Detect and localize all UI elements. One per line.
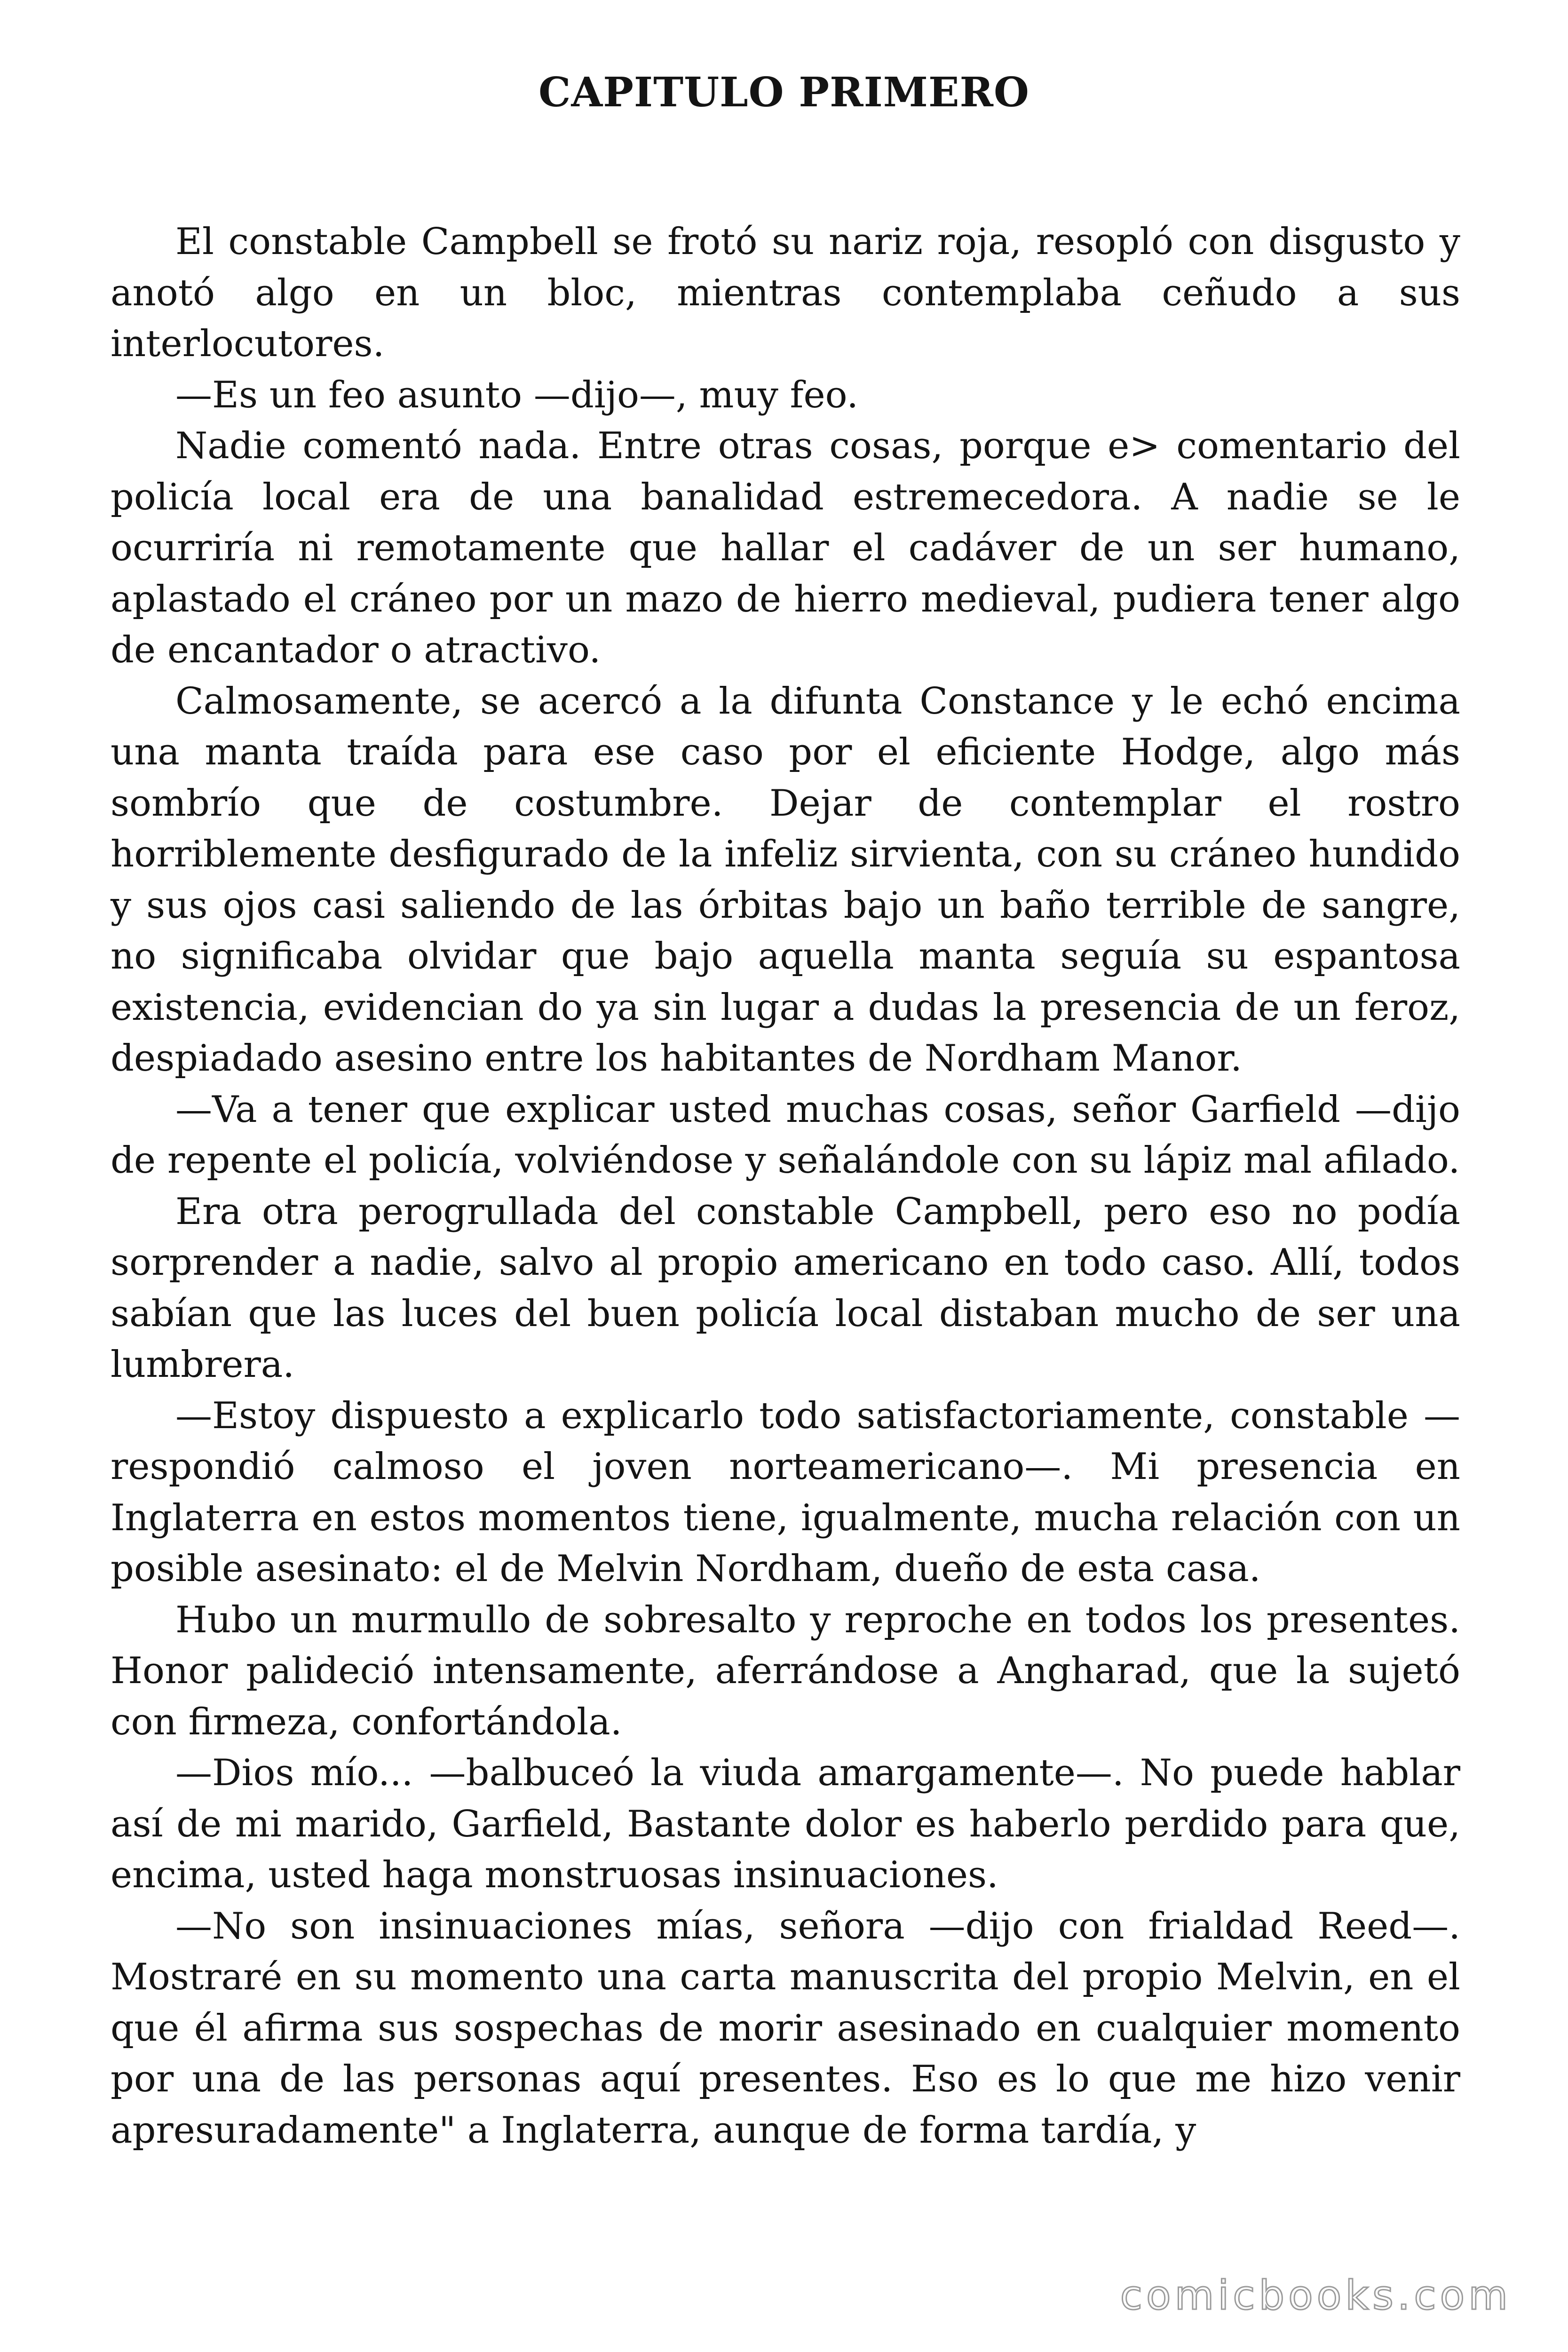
chapter-title: CAPITULO PRIMERO xyxy=(539,69,1029,116)
chapter-body xyxy=(111,216,1460,2156)
paragraph: —Va a tener que explicar usted muchas cosas, señor Garfield —dijo de repente el policía, volviéndose y señalándole con su lápiz mal afilado. xyxy=(111,1088,1460,1182)
paragraph: —Es un feo asunto —dijo—, muy feo. xyxy=(175,373,858,416)
paragraph: Nadie comentó nada. Entre otras cosas, porque e> comentario del policía local era de una banalidad estremecedora. A nadie se le ocurriría ni remotamente que hallar el cadáver de un ser humano, aplastado el cráneo por un mazo de hierro medieval, pudiera tener algo de encantador o atractivo. xyxy=(111,425,1460,671)
paragraph: Era otra perogrullada del constable Campbell, pero eso no podía sorprender a nadie, salvo al propio americano en todo caso. Allí, todos sabían que las luces del buen policía local distaban mucho de ser una lumbrera. xyxy=(111,1190,1460,1386)
watermark: comicbooks.com xyxy=(1120,2272,1512,2319)
paragraph: —Estoy dispuesto a explicarlo todo satisfactoriamente, constable —respondió calmoso el joven norteamericano—. Mi presencia en Inglaterra en estos momentos tiene, igualmente, mucha relación con un posible asesinato: el de Melvin Nordham, dueño de esta casa. xyxy=(111,1394,1460,1590)
paragraph: El constable Campbell se frotó su nariz roja, resopló con disgusto y anotó algo en un bloc, mientras contemplaba ceñudo a sus interlocutores. xyxy=(111,221,1460,365)
paragraph: Calmosamente, se acercó a la difunta Constance y le echó encima una manta traída para ese caso por el eficiente Hodge, algo más sombrío que de costumbre. Dejar de contemplar el rostro horriblemente desfigurado de la infeliz sirvienta, con su cráneo hundido y sus ojos casi saliendo de las órbitas bajo un baño terrible de sangre, no significaba olvidar que bajo aquella manta seguía su espantosa existencia, evidencian do ya sin lugar a dudas la presencia de un feroz, despiadado asesino entre los habitantes de Nordham Manor. xyxy=(111,680,1460,1080)
paragraph: —No son insinuaciones mías, señora —dijo con frialdad Reed—. Mostraré en su momento una carta manuscrita del propio Melvin, en el que él afirma sus sospechas de morir asesinado en cualquier momento por una de las personas aquí presentes. Eso es lo que me hizo venir apresuradamente" a Inglaterra, aunque de forma tardía, y xyxy=(111,1905,1460,2152)
paragraph: Hubo un murmullo de sobresalto y reproche en todos los presentes. Honor palideció intensamente, aferrándose a Angharad, que la sujetó con firmeza, confortándola. xyxy=(111,1598,1460,1743)
paragraph: —Dios mío... —balbuceó la viuda amargamente—. No puede hablar así de mi marido, Garfield, Bastante dolor es haberlo perdido para que, encima, usted haga monstruosas insinuaciones. xyxy=(111,1752,1460,1896)
